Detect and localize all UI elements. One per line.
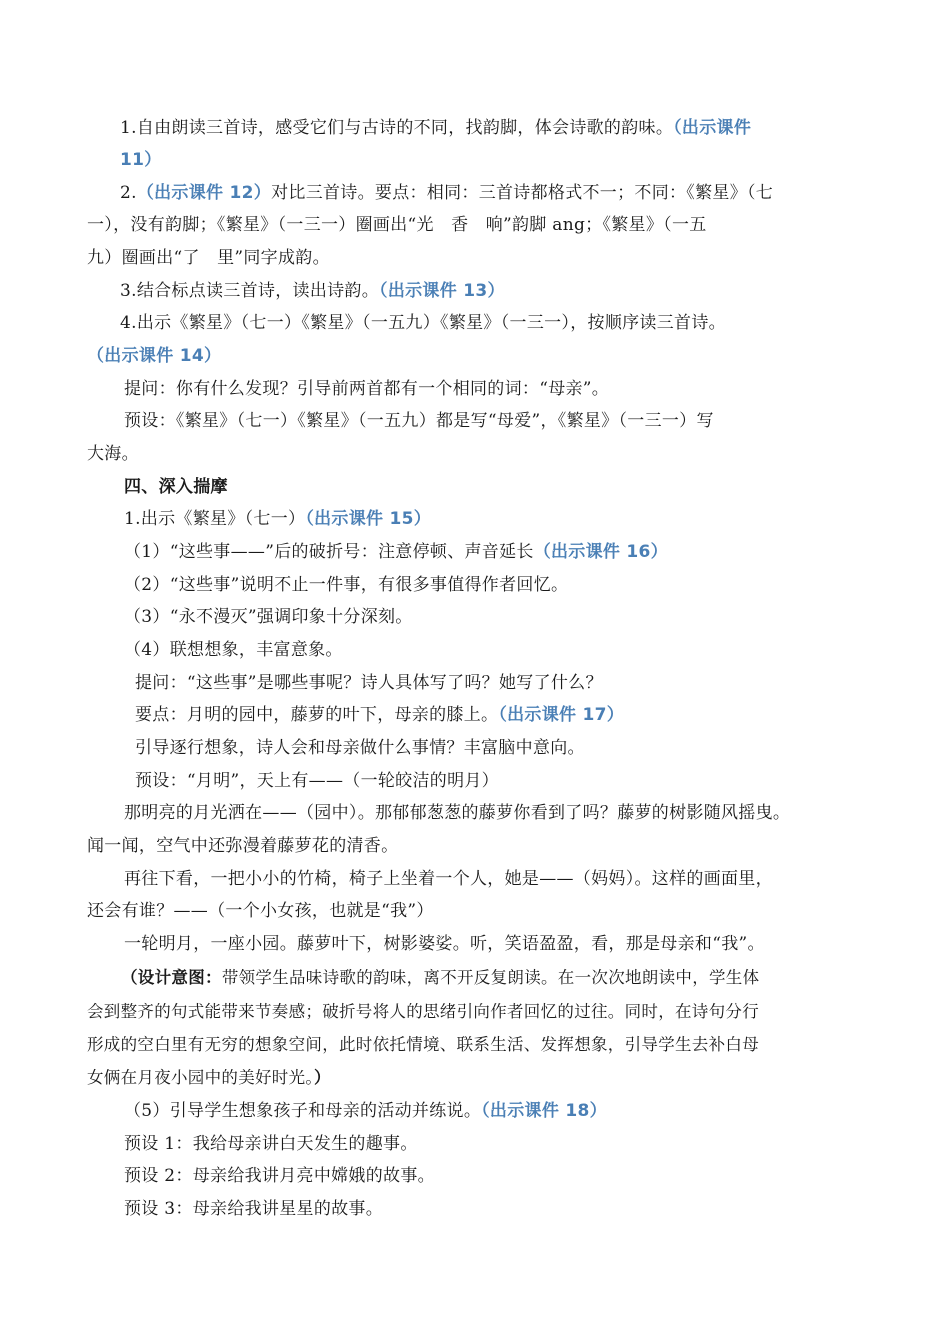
design-intent-line [121,966,759,990]
courseware-reference: （出示课件 15） [305,509,432,529]
text-line: 提问：你有什么发现？引导前两首都有一个相同的词：“母亲”。 [124,379,610,399]
courseware-reference: （出示课件 [673,118,752,138]
text-line: 预设：《繁星》（七一）《繁星》（一五九）都是写“母爱”，《繁星》（一三一）写 [124,411,714,431]
text-line [124,540,668,564]
text-line: 预设 3：母亲给我讲星星的故事。 [124,1199,384,1219]
text-line: 预设 2：母亲给我讲月亮中嫦娥的故事。 [124,1166,435,1186]
design-intent-line [87,1066,331,1090]
text: （5）引导学生想象孩子和母亲的活动并练说。 [124,1101,482,1121]
text: 3.结合标点读三首诗，读出诗韵。 [120,281,380,301]
courseware-reference: 11） [120,150,162,170]
text-line: 大海。 [87,444,139,464]
text-line: 再往下看，一把小小的竹椅，椅子上坐着一个人，她是——（妈妈）。这样的画面里， [124,869,773,889]
text-line: 引导逐行想象，诗人会和母亲做什么事情？丰富脑中意向。 [135,738,585,758]
text-line: 预设 1：我给母亲讲白天发生的趣事。 [124,1134,418,1154]
text: 1.出示《繁星》（七一） [124,509,306,529]
courseware-reference: （出示课件 13） [379,281,505,301]
text-line: （3）“永不漫灭”强调印象十分深刻。 [124,607,413,627]
courseware-reference: （出示课件 17） [498,705,625,725]
text-line: 那明亮的月光洒在——（园中）。那郁郁葱葱的藤萝你看到了吗？藤萝的树影随风摇曳。 [124,803,791,823]
text-line: 预设：“月明”，天上有——（一轮皎洁的明月） [135,771,499,791]
text-line [120,279,505,303]
design-intent-close: ） [313,1068,331,1087]
courseware-reference: （出示课件 18） [481,1101,607,1121]
text-line: 闻一闻，空气中还弥漫着藤萝花的清香。 [87,836,399,856]
text: 带领学生品味诗歌的韵味，离不开反复朗读。在一次次地朗读中，学生体 [221,968,760,987]
text-line: （4）联想想象，丰富意象。 [124,640,343,660]
text: 要点：月明的园中，藤萝的叶下，母亲的膝上。 [135,705,499,725]
text: 对比三首诗。要点：相同：三首诗都格式不一；不同：《繁星》（七 [271,183,774,203]
text-line: 九）圈画出“了 里”同字成韵。 [87,248,330,268]
courseware-reference: （出示课件 12） [136,183,272,203]
design-intent-line: 形成的空白里有无穷的想象空间，此时依托情境、联系生活、发挥想象，引导学生去补白母 [87,1035,759,1054]
design-intent-line: 会到整齐的句式能带来节奏感；破折号将人的思绪引向作者回忆的过往。同时，在诗句分行 [87,1002,759,1021]
text-line [124,507,431,531]
section-heading: 四、深入揣摩 [124,477,228,497]
text-line: 提问：“这些事”是哪些事呢？诗人具体写了吗？她写了什么？ [135,673,603,693]
text-line [120,116,751,140]
courseware-reference: （出示课件 16） [533,542,668,562]
text-line: 4.出示《繁星》（七一）《繁星》（一五九）《繁星》（一三一），按顺序读三首诗。 [120,313,726,333]
courseware-reference: （出示课件 14） [87,346,222,366]
text-line [120,181,773,205]
text-line [135,703,624,727]
text-line: （2）“这些事”说明不止一件事，有很多事值得作者回忆。 [124,575,569,595]
text-line: 还会有谁？——（一个小女孩，也就是“我”） [87,901,434,921]
text-line: 一轮明月，一座小园。藤萝叶下，树影婆娑。听，笑语盈盈，看，那是母亲和“我”。 [124,934,765,954]
text: （1）“这些事——”后的破折号：注意停顿、声音延长 [124,542,534,562]
text: 女俩在月夜小园中的美好时光。 [87,1068,314,1087]
text-line: 一），没有韵脚；《繁星》（一三一）圈画出“光 香 响”韵脚 ang；《繁星》（一五 [87,215,707,235]
design-intent-label: （设计意图： [121,968,222,987]
text: 2. [120,183,137,203]
text-line [124,1099,607,1123]
text: 1.自由朗读三首诗，感受它们与古诗的不同，找韵脚，体会诗歌的韵味。 [120,118,674,138]
